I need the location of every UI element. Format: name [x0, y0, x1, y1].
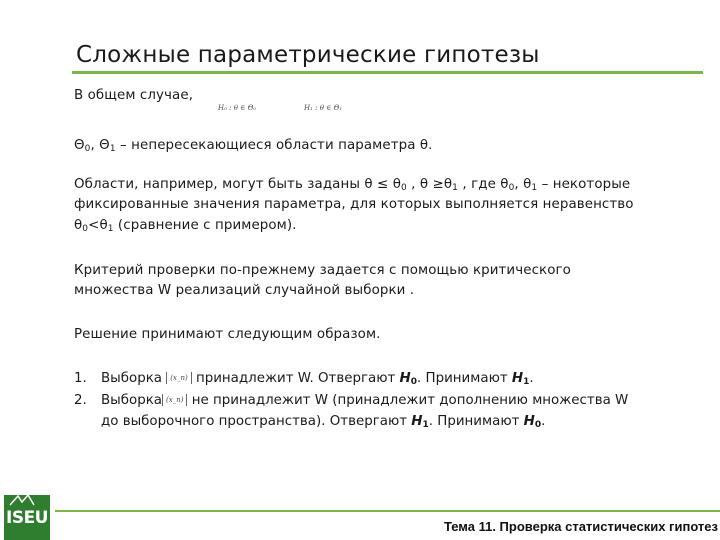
disjoint-regions-text: $\Theta_0$, $\Theta_1$ – непересекающиеся области параметра θ. [74, 138, 433, 154]
regions-line-2: фиксированные значения параметра, для которых выполняется неравенство [74, 197, 634, 212]
slide-title: Сложные параметрические гипотезы [76, 42, 540, 68]
list-item-1: Выборка (x_n) принадлежит W. Отвергают $H_0$. Принимают $H_1$. [101, 371, 534, 387]
list-item-2: Выборка (x_n) не принадлежит W (принадлежит дополнению множества W [101, 393, 629, 408]
formula-h0: H₀ : θ ∈ Θ₀ [218, 104, 257, 112]
footer-topic: Тема 11. Проверка статистических гипотез [443, 519, 718, 534]
regions-line-1: Области, например, могут быть заданы $\theta \le \theta_0$ , $\theta \ge\theta_1$ , где $\theta_0$, $\theta_1$ – некоторые [74, 177, 631, 193]
list-number-1: 1. [74, 371, 87, 386]
decision-text: Решение принимают следующим образом. [74, 327, 381, 342]
title-underline [72, 71, 703, 74]
sample-vector: (x_n) [162, 394, 187, 406]
formula-h1: H₁ : θ ∈ Θ₁ [304, 104, 343, 112]
footer-rule [55, 510, 720, 512]
criterion-line-2: множества W реализаций случайной выборки . [74, 283, 415, 298]
criterion-line-1: Критерий проверки по-прежнему задается с помощью критического [74, 263, 571, 278]
logo-text: ISEU [6, 508, 48, 528]
general-case-text: В общем случае, [74, 88, 194, 103]
list-number-2: 2. [74, 393, 87, 408]
regions-line-3: $\theta_0<\theta_1$ (сравнение с примером). [74, 218, 297, 234]
logo-mark-icon [8, 494, 36, 506]
sample-vector: (x_n) [166, 372, 191, 384]
list-item-2-continued: до выборочного пространства). Отвергают $H_1$. Принимают $H_0$. [101, 414, 546, 430]
